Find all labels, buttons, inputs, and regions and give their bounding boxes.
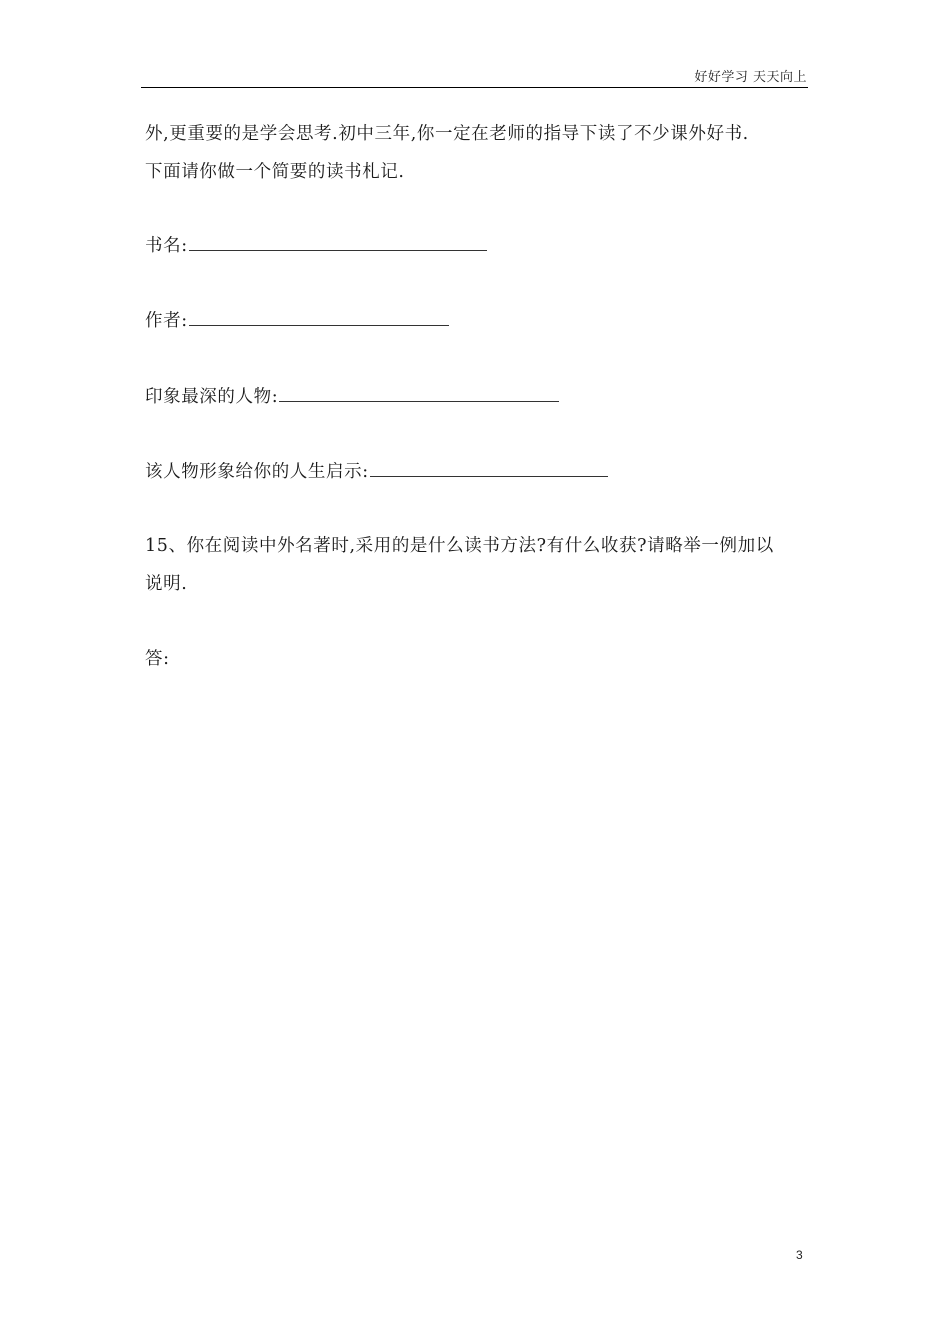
- book-title-field: [145, 234, 487, 258]
- inspiration-label: 该人物形象给你的人生启示:: [145, 462, 369, 482]
- character-field: [145, 385, 559, 409]
- book-title-label: 书名:: [145, 236, 188, 256]
- question-15-line-1: 15、你在阅读中外名著时,采用的是什么读书方法?有什么收获?请略举一例加以: [145, 536, 774, 556]
- inspiration-field: [145, 460, 608, 484]
- author-label: 作者:: [145, 311, 188, 331]
- author-field: [145, 309, 449, 333]
- inspiration-blank[interactable]: [370, 460, 608, 477]
- intro-line-1: 外,更重要的是学会思考.初中三年,你一定在老师的指导下读了不少课外好书.: [145, 124, 749, 144]
- answer-label: 答:: [145, 649, 170, 669]
- character-blank[interactable]: [279, 385, 559, 402]
- header-divider: [141, 87, 808, 88]
- author-blank[interactable]: [189, 309, 449, 326]
- character-label: 印象最深的人物:: [145, 387, 279, 407]
- header-slogan: 好好学习 天天向上: [694, 70, 807, 85]
- question-15-line-2: 说明.: [145, 574, 188, 594]
- book-title-blank[interactable]: [189, 234, 487, 251]
- intro-line-2: 下面请你做一个简要的读书札记.: [145, 162, 405, 182]
- page-number: 3: [796, 1248, 803, 1262]
